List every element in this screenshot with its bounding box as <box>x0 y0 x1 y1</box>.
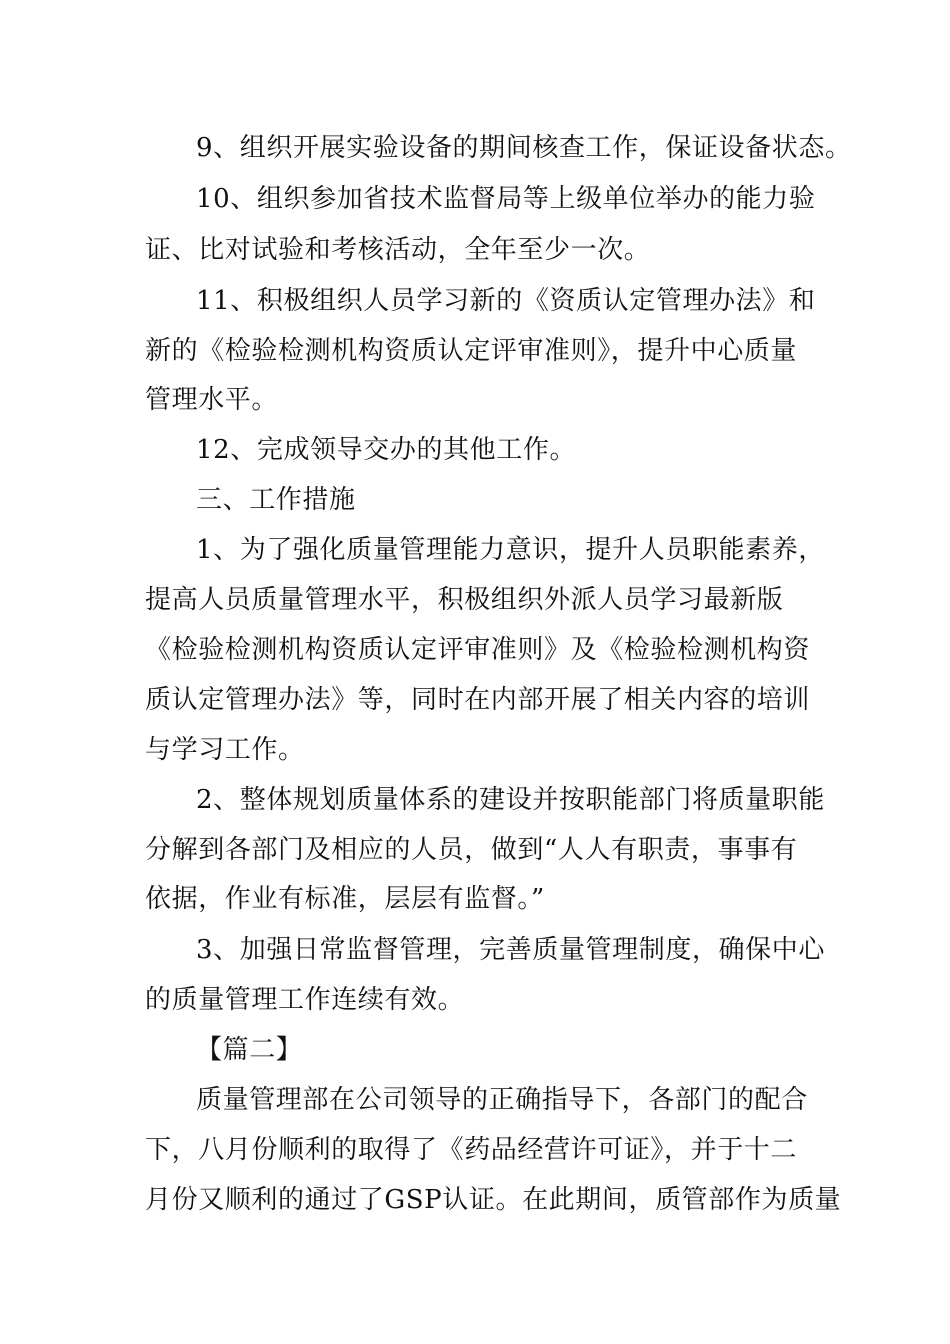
paragraph-line: 12、完成领导交办的其他工作。 <box>196 435 577 465</box>
paragraph-line: 与学习工作。 <box>145 735 305 765</box>
paragraph-line: 月份又顺利的通过了GSP认证。在此期间，质管部作为质量 <box>145 1185 842 1215</box>
paragraph-line: 9、组织开展实验设备的期间核查工作，保证设备状态。 <box>196 133 852 163</box>
paragraph-line: 质认定管理办法》等，同时在内部开展了相关内容的培训 <box>145 685 811 715</box>
paragraph-line: 质量管理部在公司领导的正确指导下，各部门的配合 <box>196 1085 808 1115</box>
section-heading: 三、工作措施 <box>196 485 356 515</box>
paragraph-line: 分解到各部门及相应的人员，做到“人人有职责，事事有 <box>145 835 798 865</box>
part-heading: 【篇二】 <box>196 1035 303 1065</box>
paragraph-line: 新的《检验检测机构资质认定评审准则》，提升中心质量 <box>145 336 798 366</box>
paragraph-line: 2、整体规划质量体系的建设并按职能部门将质量职能 <box>196 785 825 815</box>
paragraph-line: 管理水平。 <box>145 385 279 415</box>
paragraph-line: 3、加强日常监督管理，完善质量管理制度，确保中心 <box>196 935 825 965</box>
paragraph-line: 依据，作业有标准，层层有监督。” <box>145 884 545 914</box>
paragraph-line: 证、比对试验和考核活动，全年至少一次。 <box>145 235 651 265</box>
paragraph-line: 1、为了强化质量管理能力意识，提升人员职能素养， <box>196 535 825 565</box>
paragraph-line: 《检验检测机构资质认定评审准则》及《检验检测机构资 <box>145 635 811 665</box>
paragraph-line: 的质量管理工作连续有效。 <box>145 985 465 1015</box>
paragraph-line: 10、组织参加省技术监督局等上级单位举办的能力验 <box>196 184 816 214</box>
paragraph-line: 11、积极组织人员学习新的《资质认定管理办法》和 <box>196 286 816 316</box>
paragraph-line: 下，八月份顺利的取得了《药品经营许可证》，并于十二 <box>145 1135 798 1165</box>
paragraph-line: 提高人员质量管理水平，积极组织外派人员学习最新版 <box>145 585 784 615</box>
